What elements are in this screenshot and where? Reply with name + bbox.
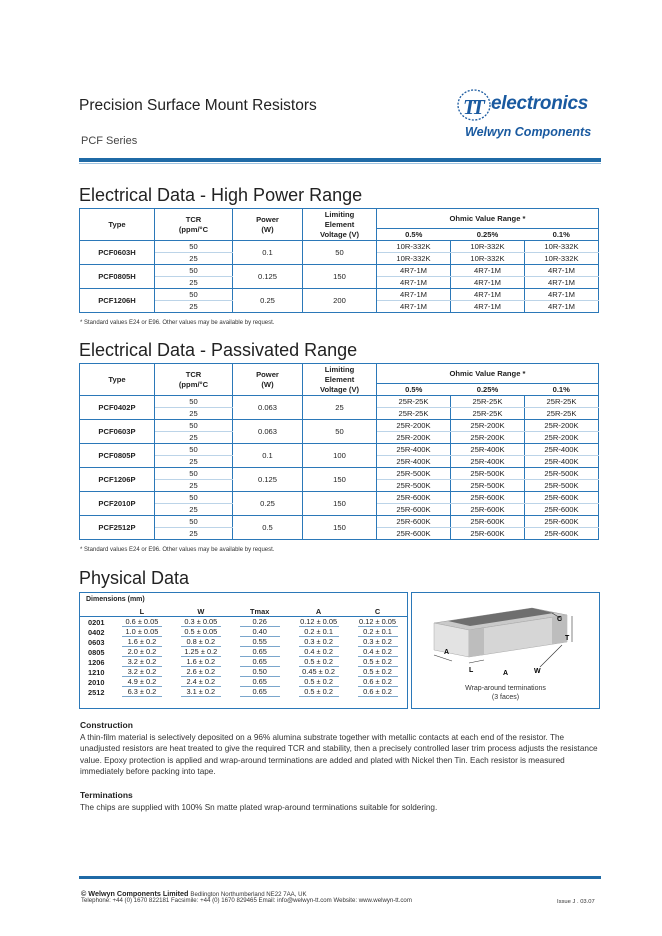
tcr-cell: 50 — [155, 492, 233, 504]
type-cell: PCF2512P — [80, 516, 155, 540]
ohmic-range-cell: 25R-500K — [525, 480, 599, 492]
ohmic-range-cell: 25R-25K — [451, 396, 525, 408]
passivated-table — [79, 363, 599, 540]
passivated-note: * Standard values E24 or E96. Other values may be available by request. — [80, 547, 275, 553]
tol-0-5-header: 0.5% — [377, 229, 451, 241]
a-value: 0.12 ± 0.05 — [300, 617, 338, 626]
l-value-cell — [112, 617, 171, 628]
tt-logo-icon — [454, 87, 494, 127]
ohmic-range-cell: 4R7-1M — [377, 277, 451, 289]
diagram-label-a-bottom: A — [503, 670, 509, 677]
w-value-cell — [171, 617, 230, 628]
col-l-header: L — [139, 607, 145, 616]
table-row — [80, 468, 599, 480]
w-value-cell — [171, 667, 230, 677]
a-value: 0.4 ± 0.2 — [299, 648, 339, 657]
ohmic-range-cell: 10R-332K — [451, 241, 525, 253]
voltage-cell: 150 — [303, 492, 377, 516]
ohmic-range-cell: 25R-25K — [525, 396, 599, 408]
size-cell: 0805 — [88, 647, 105, 657]
table-row — [80, 516, 599, 528]
w-value-cell — [171, 657, 230, 667]
construction-text: A thin-film material is selectively deposited on a 96% alumina substrate together with metallic contacts at each end of the resistor. The unadjusted resistors are heat treated to give the required TCR and stability, then a precisely controlled laser trim process adjusts the resistance value. Epoxy protection is applied and wrap-around terminations are added and plated with Nickel then Tin. Each resistor is measured immediately before packing into tape. — [80, 733, 598, 776]
col-tcr-header: TCR (ppm/°C — [155, 209, 233, 241]
high-power-note: * Standard values E24 or E96. Other values may be available by request. — [80, 320, 275, 326]
tcr-cell: 25 — [155, 456, 233, 468]
w-value: 0.5 ± 0.05 — [181, 628, 221, 637]
ohmic-range-cell: 25R-200K — [525, 420, 599, 432]
power-cell: 0.063 — [233, 396, 303, 420]
l-value-cell — [112, 687, 171, 697]
c-value: 0.6 ± 0.2 — [358, 678, 398, 687]
l-value: 1.0 ± 0.05 — [122, 628, 162, 637]
issue-label: Issue J . 03.07 — [557, 899, 595, 905]
tcr-cell: 50 — [155, 516, 233, 528]
l-value: 0.6 ± 0.05 — [122, 618, 162, 627]
col-voltage-header: Limiting Element Voltage (V) — [303, 209, 377, 241]
ohmic-range-cell: 4R7-1M — [525, 289, 599, 301]
tmax-value-cell — [230, 657, 289, 667]
size-cell: 2010 — [88, 677, 105, 687]
dimensions-box — [79, 592, 408, 709]
col-w-header: W — [197, 607, 205, 616]
col-tmax-header: Tmax — [250, 607, 270, 616]
ohmic-range-cell: 25R-600K — [451, 492, 525, 504]
tcr-cell: 25 — [155, 253, 233, 265]
logo-brand-text: electronics — [491, 93, 589, 114]
ohmic-range-cell: 25R-600K — [377, 516, 451, 528]
tmax-value-cell — [230, 667, 289, 677]
c-value-cell — [348, 667, 407, 677]
l-value-cell — [112, 647, 171, 657]
ohmic-range-cell: 25R-500K — [377, 468, 451, 480]
ohmic-range-cell: 10R-332K — [377, 241, 451, 253]
tmax-value-cell — [230, 627, 289, 637]
size-cell: 1206 — [88, 657, 105, 667]
voltage-cell: 100 — [303, 444, 377, 468]
voltage-cell: 150 — [303, 265, 377, 289]
w-value: 1.6 ± 0.2 — [181, 658, 221, 667]
col-ohmic-header: Ohmic Value Range * — [377, 364, 599, 384]
tcr-cell: 25 — [155, 504, 233, 516]
c-value: 0.3 ± 0.2 — [358, 638, 398, 647]
tmax-value-cell — [230, 637, 289, 647]
tcr-cell: 25 — [155, 480, 233, 492]
physical-heading: Physical Data — [79, 568, 190, 588]
l-value-cell — [112, 637, 171, 647]
svg-text:T: T — [472, 95, 485, 119]
ohmic-range-cell: 4R7-1M — [525, 277, 599, 289]
table-row — [80, 667, 407, 677]
w-value: 2.4 ± 0.2 — [181, 678, 221, 687]
high-power-table — [79, 208, 599, 313]
svg-text:T: T — [463, 95, 476, 119]
type-cell: PCF0603H — [80, 241, 155, 265]
table-row — [80, 241, 599, 253]
a-value-cell — [289, 627, 348, 637]
ohmic-range-cell: 25R-600K — [525, 504, 599, 516]
tol-0-1-header: 0.1% — [525, 229, 599, 241]
resistor-chip-illustration — [412, 593, 599, 693]
type-cell: PCF0805H — [80, 265, 155, 289]
tcr-cell: 50 — [155, 265, 233, 277]
col-power-header: Power (W) — [233, 209, 303, 241]
c-value-cell — [348, 617, 407, 628]
c-value: 0.5 ± 0.2 — [358, 668, 398, 677]
terminations-heading: Terminations — [80, 790, 133, 800]
c-value: 0.6 ± 0.2 — [358, 688, 398, 697]
high-power-heading: Electrical Data - High Power Range — [79, 185, 363, 205]
footer-company: © Welwyn Components Limited — [81, 889, 189, 898]
ohmic-range-cell: 4R7-1M — [451, 301, 525, 313]
diagram-label-t: T — [565, 635, 570, 642]
voltage-cell: 25 — [303, 396, 377, 420]
ohmic-range-cell: 10R-332K — [525, 253, 599, 265]
ohmic-range-cell: 4R7-1M — [525, 265, 599, 277]
w-value: 1.25 ± 0.2 — [181, 648, 221, 657]
tcr-cell: 50 — [155, 468, 233, 480]
header-rule — [79, 158, 601, 162]
table-row — [80, 657, 407, 667]
table-row — [80, 420, 599, 432]
tmax-value: 0.65 — [240, 688, 280, 697]
l-value-cell — [112, 657, 171, 667]
l-value: 4.9 ± 0.2 — [122, 678, 162, 687]
high-power-body — [80, 241, 599, 313]
ohmic-range-cell: 25R-200K — [525, 432, 599, 444]
ohmic-range-cell: 4R7-1M — [377, 265, 451, 277]
ohmic-range-cell: 25R-600K — [451, 516, 525, 528]
col-type-header: Type — [80, 364, 155, 396]
ohmic-range-cell: 25R-600K — [377, 528, 451, 540]
l-value-cell — [112, 627, 171, 637]
tol-0-25-header: 0.25% — [451, 229, 525, 241]
tol-0-5-header: 0.5% — [377, 384, 451, 396]
w-value: 2.6 ± 0.2 — [181, 668, 221, 677]
tcr-cell: 25 — [155, 277, 233, 289]
tmax-value: 0.65 — [240, 658, 280, 667]
ohmic-range-cell: 25R-400K — [525, 444, 599, 456]
diagram-caption: Wrap-around terminations (3 faces) — [465, 685, 546, 701]
ohmic-range-cell: 25R-25K — [377, 408, 451, 420]
voltage-cell: 150 — [303, 468, 377, 492]
power-cell: 0.5 — [233, 516, 303, 540]
tcr-cell: 50 — [155, 241, 233, 253]
dimensions-label: Dimensions (mm) — [86, 596, 145, 603]
col-tcr-header: TCR (ppm/°C — [155, 364, 233, 396]
table-row — [80, 647, 407, 657]
power-cell: 0.25 — [233, 492, 303, 516]
type-cell: PCF1206H — [80, 289, 155, 313]
c-value: 0.4 ± 0.2 — [358, 648, 398, 657]
termination-diagram — [411, 592, 600, 709]
tcr-cell: 25 — [155, 408, 233, 420]
ohmic-range-cell: 4R7-1M — [451, 277, 525, 289]
ohmic-range-cell: 25R-400K — [377, 456, 451, 468]
header-rule-thin — [79, 163, 601, 164]
ohmic-range-cell: 25R-500K — [451, 468, 525, 480]
a-value-cell — [289, 617, 348, 628]
ohmic-range-cell: 25R-500K — [525, 468, 599, 480]
tmax-value-cell — [230, 647, 289, 657]
l-value: 1.6 ± 0.2 — [122, 638, 162, 647]
table-row — [80, 637, 407, 647]
construction-heading: Construction — [80, 720, 133, 730]
a-value-cell — [289, 687, 348, 697]
tt-electronics-logo — [454, 87, 602, 141]
tcr-cell: 50 — [155, 396, 233, 408]
table-row — [80, 627, 407, 637]
c-value: 0.12 ± 0.05 — [359, 617, 396, 626]
ohmic-range-cell: 25R-200K — [451, 420, 525, 432]
ohmic-range-cell: 4R7-1M — [377, 301, 451, 313]
a-value: 0.5 ± 0.2 — [299, 658, 339, 667]
l-value: 3.2 ± 0.2 — [122, 668, 162, 677]
ohmic-range-cell: 25R-25K — [377, 396, 451, 408]
power-cell: 0.1 — [233, 444, 303, 468]
power-cell: 0.063 — [233, 420, 303, 444]
ohmic-range-cell: 4R7-1M — [451, 265, 525, 277]
ohmic-range-cell: 25R-500K — [377, 480, 451, 492]
a-value: 0.2 ± 0.1 — [299, 628, 339, 637]
w-value-cell — [171, 647, 230, 657]
c-value: 0.2 ± 0.1 — [358, 628, 398, 637]
type-cell: PCF0603P — [80, 420, 155, 444]
diagram-label-l: L — [469, 667, 474, 674]
table-row — [80, 265, 599, 277]
table-row — [80, 444, 599, 456]
footer-address: Bedlington Northumberland NE22 7AA, UK — [190, 891, 307, 898]
col-a-header: A — [315, 607, 322, 616]
tcr-cell: 50 — [155, 444, 233, 456]
col-power-header: Power (W) — [233, 364, 303, 396]
table-row — [80, 396, 599, 408]
a-value: 0.3 ± 0.2 — [299, 638, 339, 647]
table-row — [80, 617, 407, 628]
power-cell: 0.125 — [233, 265, 303, 289]
tcr-cell: 25 — [155, 432, 233, 444]
type-cell: PCF0805P — [80, 444, 155, 468]
w-value: 0.3 ± 0.05 — [181, 618, 221, 627]
logo-sub-text: Welwyn Components — [465, 125, 592, 139]
ohmic-range-cell: 25R-600K — [525, 516, 599, 528]
ohmic-range-cell: 10R-332K — [525, 241, 599, 253]
power-cell: 0.1 — [233, 241, 303, 265]
ohmic-range-cell: 25R-600K — [451, 504, 525, 516]
tmax-value-cell — [230, 677, 289, 687]
voltage-cell: 200 — [303, 289, 377, 313]
size-cell: 0201 — [88, 617, 105, 627]
w-value: 3.1 ± 0.2 — [181, 688, 221, 697]
ohmic-range-cell: 25R-600K — [451, 528, 525, 540]
ohmic-range-cell: 10R-332K — [377, 253, 451, 265]
type-cell: PCF0402P — [80, 396, 155, 420]
type-cell: PCF2010P — [80, 492, 155, 516]
w-value-cell — [171, 687, 230, 697]
l-value: 3.2 ± 0.2 — [122, 658, 162, 667]
ohmic-range-cell: 25R-200K — [377, 420, 451, 432]
table-row — [80, 687, 407, 697]
diagram-label-a-left: A — [444, 649, 450, 656]
ohmic-range-cell: 4R7-1M — [525, 301, 599, 313]
a-value-cell — [289, 637, 348, 647]
c-value-cell — [348, 637, 407, 647]
diagram-label-w: W — [534, 668, 541, 675]
ohmic-range-cell: 25R-200K — [377, 432, 451, 444]
tmax-value: 0.65 — [240, 678, 280, 687]
tmax-value: 0.50 — [240, 668, 280, 677]
ohmic-range-cell: 4R7-1M — [451, 289, 525, 301]
size-cell: 0603 — [88, 637, 105, 647]
tmax-value: 0.40 — [240, 628, 280, 637]
ohmic-range-cell: 25R-400K — [451, 444, 525, 456]
table-row — [80, 289, 599, 301]
tol-0-25-header: 0.25% — [451, 384, 525, 396]
diagram-label-c: C — [557, 616, 563, 623]
ohmic-range-cell: 25R-25K — [525, 408, 599, 420]
tcr-cell: 50 — [155, 289, 233, 301]
table-row — [80, 492, 599, 504]
c-value-cell — [348, 647, 407, 657]
l-value-cell — [112, 667, 171, 677]
page-title: Precision Surface Mount Resistors — [79, 97, 317, 114]
terminations-text: The chips are supplied with 100% Sn matte plated wrap-around terminations suitable for soldering. — [80, 803, 438, 812]
c-value-cell — [348, 677, 407, 687]
voltage-cell: 50 — [303, 420, 377, 444]
size-cell: 0402 — [88, 627, 105, 637]
ohmic-range-cell: 25R-25K — [451, 408, 525, 420]
type-cell: PCF1206P — [80, 468, 155, 492]
col-c-header: C — [374, 607, 381, 616]
footer-rule — [79, 876, 601, 879]
c-value-cell — [348, 687, 407, 697]
tol-0-1-header: 0.1% — [525, 384, 599, 396]
passivated-body — [80, 396, 599, 540]
col-ohmic-header: Ohmic Value Range * — [377, 209, 599, 229]
dimensions-body — [80, 617, 407, 698]
tmax-value-cell — [230, 617, 289, 628]
a-value-cell — [289, 667, 348, 677]
w-value-cell — [171, 677, 230, 687]
power-cell: 0.25 — [233, 289, 303, 313]
a-value: 0.5 ± 0.2 — [299, 678, 339, 687]
w-value-cell — [171, 637, 230, 647]
voltage-cell: 150 — [303, 516, 377, 540]
l-value: 6.3 ± 0.2 — [122, 688, 162, 697]
tcr-cell: 25 — [155, 528, 233, 540]
power-cell: 0.125 — [233, 468, 303, 492]
ohmic-range-cell: 25R-600K — [377, 504, 451, 516]
ohmic-range-cell: 25R-600K — [525, 528, 599, 540]
c-value-cell — [348, 627, 407, 637]
ohmic-range-cell: 25R-400K — [451, 456, 525, 468]
tmax-value: 0.55 — [240, 638, 280, 647]
col-voltage-header: Limiting Element Voltage (V) — [303, 364, 377, 396]
c-value-cell — [348, 657, 407, 667]
tmax-value: 0.65 — [240, 648, 280, 657]
series-label: PCF Series — [81, 135, 138, 147]
passivated-heading: Electrical Data - Passivated Range — [79, 340, 358, 360]
ohmic-range-cell: 10R-332K — [451, 253, 525, 265]
l-value-cell — [112, 677, 171, 687]
dimensions-table — [80, 607, 407, 697]
ohmic-range-cell: 25R-400K — [525, 456, 599, 468]
tcr-cell: 25 — [155, 301, 233, 313]
voltage-cell: 50 — [303, 241, 377, 265]
size-cell: 1210 — [88, 667, 105, 677]
a-value-cell — [289, 657, 348, 667]
col-type-header: Type — [80, 209, 155, 241]
c-value: 0.5 ± 0.2 — [358, 658, 398, 667]
tmax-value: 0.26 — [240, 618, 280, 627]
ohmic-range-cell: 25R-200K — [451, 432, 525, 444]
l-value: 2.0 ± 0.2 — [122, 648, 162, 657]
w-value-cell — [171, 627, 230, 637]
a-value-cell — [289, 677, 348, 687]
table-row — [80, 677, 407, 687]
ohmic-range-cell: 4R7-1M — [377, 289, 451, 301]
a-value: 0.5 ± 0.2 — [299, 688, 339, 697]
size-cell: 2512 — [88, 687, 105, 697]
tcr-cell: 50 — [155, 420, 233, 432]
w-value: 0.8 ± 0.2 — [181, 638, 221, 647]
footer-contact: Telephone: +44 (0) 1670 822181 Facsimile: +44 (0) 1670 829465 Email: info@welwyn-tt.com Website: www.welwyn-tt.com — [81, 897, 412, 904]
a-value: 0.45 ± 0.2 — [299, 668, 339, 677]
ohmic-range-cell: 25R-500K — [451, 480, 525, 492]
a-value-cell — [289, 647, 348, 657]
tmax-value-cell — [230, 687, 289, 697]
ohmic-range-cell: 25R-400K — [377, 444, 451, 456]
ohmic-range-cell: 25R-600K — [377, 492, 451, 504]
ohmic-range-cell: 25R-600K — [525, 492, 599, 504]
